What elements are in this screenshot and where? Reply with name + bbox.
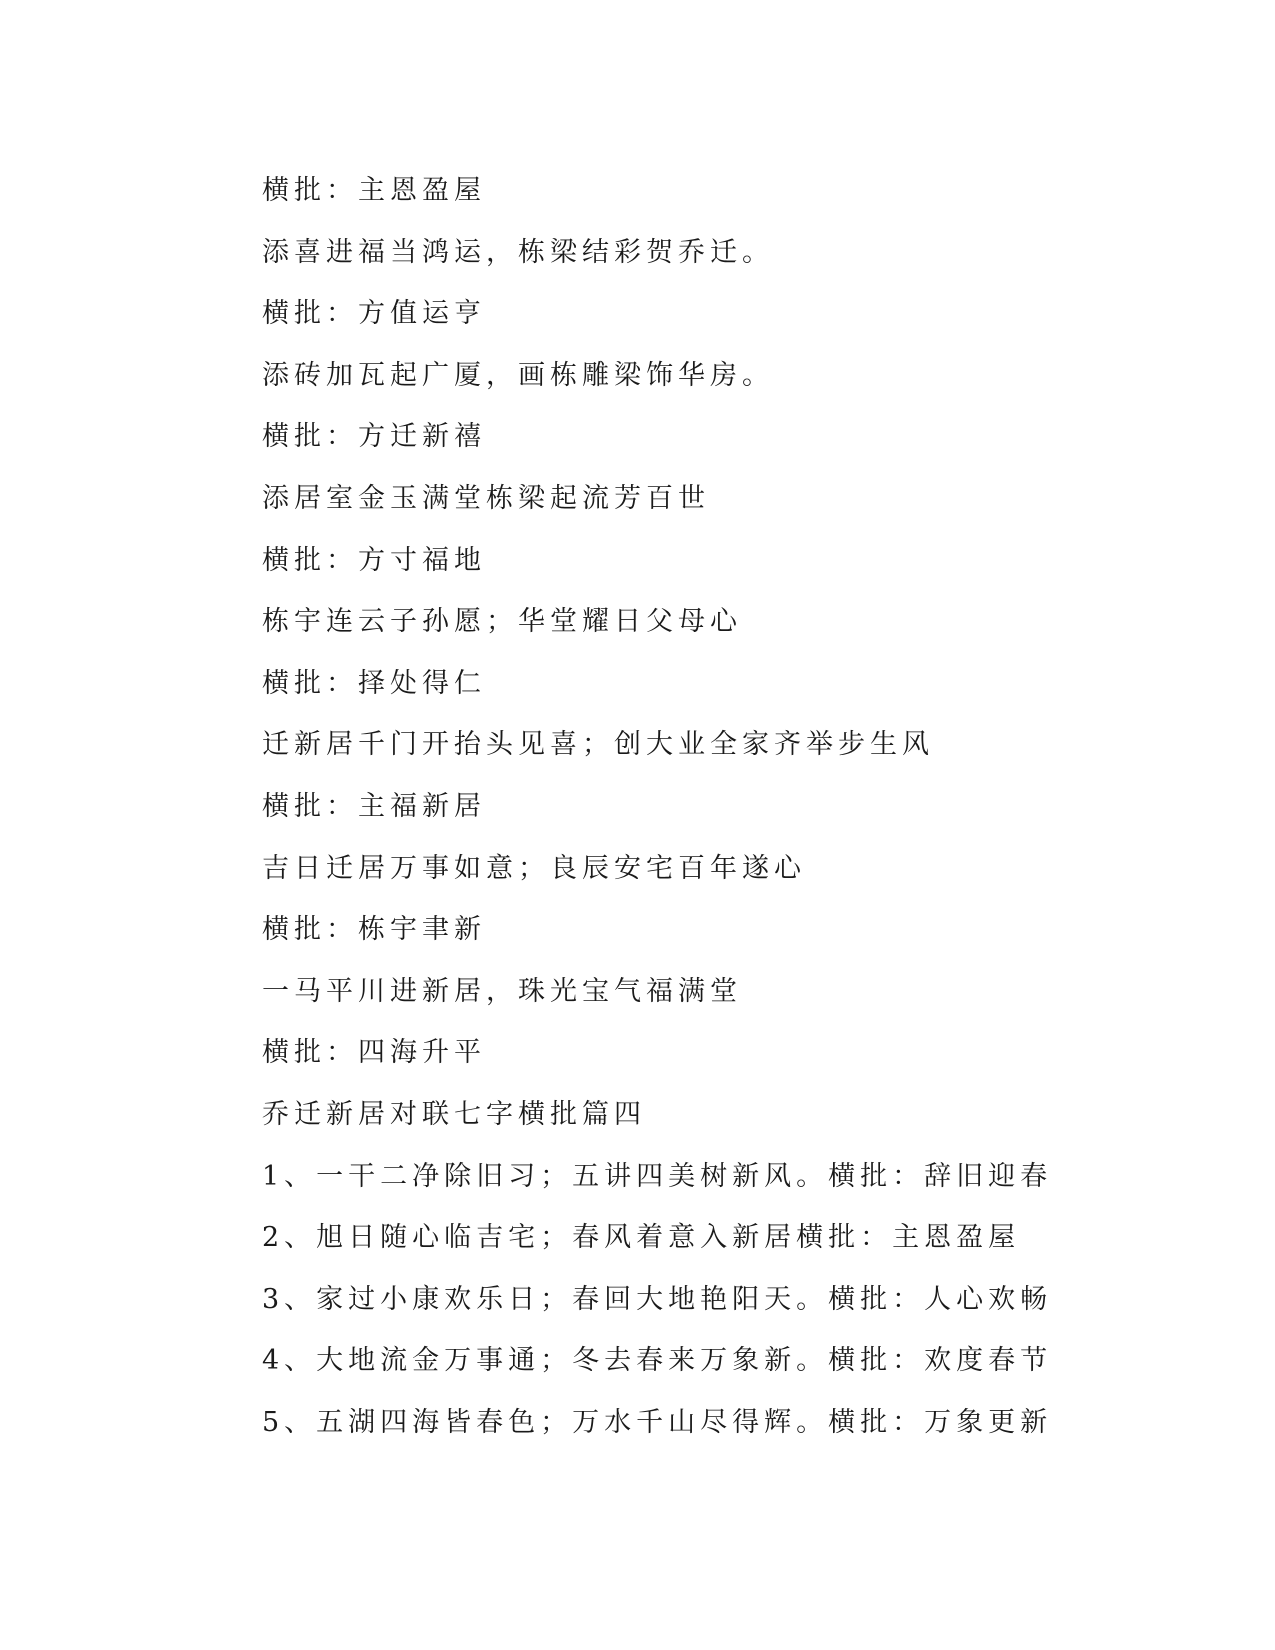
heading-line: 横批：主恩盈屋 — [262, 175, 486, 206]
numbered-couplet: 3、家过小康欢乐日；春回大地艳阳天。横批：人心欢畅 — [262, 1283, 1053, 1315]
couplet-line: 一马平川进新居，珠光宝气福满堂 — [262, 975, 742, 1007]
heading-line: 横批：四海升平 — [262, 1037, 486, 1069]
heading-line: 横批：主福新居 — [262, 790, 486, 822]
numbered-couplet: 5、五湖四海皆春色；万水千山尽得辉。横批：万象更新 — [262, 1406, 1053, 1438]
couplet-line: 吉日迁居万事如意；良辰安宅百年遂心 — [262, 852, 806, 884]
numbered-couplet: 4、大地流金万事通；冬去春来万象新。横批：欢度春节 — [262, 1345, 1053, 1377]
couplet-line: 添居室金玉满堂栋梁起流芳百世 — [262, 482, 710, 514]
document-body — [262, 160, 1053, 1453]
heading-line: 横批：择处得仁 — [262, 667, 486, 699]
section-title: 乔迁新居对联七字横批篇四 — [262, 1098, 646, 1130]
couplet-line: 添喜进福当鸿运，栋梁结彩贺乔迁。 — [262, 236, 774, 268]
couplet-line: 添砖加瓦起广厦，画栋雕梁饰华房。 — [262, 359, 774, 391]
numbered-couplet: 2、旭日随心临吉宅；春风着意入新居横批：主恩盈屋 — [262, 1222, 1021, 1254]
heading-line: 横批：方值运亨 — [262, 298, 486, 330]
heading-line: 横批：方迁新禧 — [262, 421, 486, 453]
heading-line: 横批：方寸福地 — [262, 544, 486, 576]
heading-line: 横批：栋宇聿新 — [262, 914, 486, 946]
couplet-line: 迁新居千门开抬头见喜；创大业全家齐举步生风 — [262, 729, 934, 761]
numbered-couplet: 1、一干二净除旧习；五讲四美树新风。横批：辞旧迎春 — [262, 1160, 1053, 1192]
couplet-line: 栋宇连云子孙愿；华堂耀日父母心 — [262, 606, 742, 638]
